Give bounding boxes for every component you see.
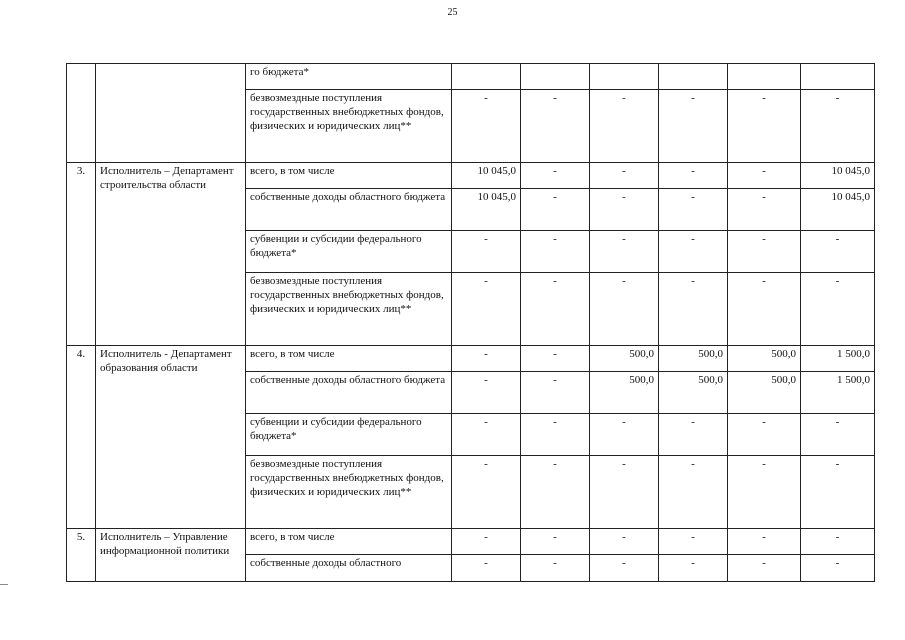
value-cell: - (728, 90, 801, 163)
value-cell: - (728, 456, 801, 529)
row-number (67, 64, 96, 163)
value-cell: - (521, 189, 590, 231)
value-cell: - (521, 372, 590, 414)
value-cell: - (452, 372, 521, 414)
value-cell: 500,0 (659, 372, 728, 414)
value-cell: 500,0 (590, 372, 659, 414)
value-cell: - (590, 231, 659, 273)
executor-cell: Исполнитель - Департамент образования области (96, 346, 246, 529)
funding-source-cell: субвенции и субсидии федерального бюджета* (246, 414, 452, 456)
value-cell: 500,0 (728, 346, 801, 372)
funding-source-cell: го бюджета* (246, 64, 452, 90)
value-cell: - (659, 414, 728, 456)
value-cell (521, 64, 590, 90)
margin-mark (0, 584, 8, 585)
funding-source-cell: собственные доходы областного бюджета (246, 189, 452, 231)
value-cell (659, 64, 728, 90)
value-cell: - (590, 90, 659, 163)
value-cell: - (590, 456, 659, 529)
value-cell: - (728, 529, 801, 555)
page-number: 25 (447, 7, 458, 18)
value-cell: - (452, 456, 521, 529)
funding-source-cell: субвенции и субсидии федерального бюджета* (246, 231, 452, 273)
executor-cell: Исполнитель – Департамент строительства области (96, 163, 246, 346)
value-cell: - (801, 456, 875, 529)
value-cell: - (521, 414, 590, 456)
value-cell: 10 045,0 (801, 163, 875, 189)
value-cell: - (452, 273, 521, 346)
value-cell: - (659, 90, 728, 163)
value-cell: 500,0 (659, 346, 728, 372)
budget-table-body (67, 64, 875, 582)
value-cell: - (452, 555, 521, 582)
value-cell: - (801, 273, 875, 346)
value-cell: - (521, 346, 590, 372)
value-cell: 10 045,0 (452, 189, 521, 231)
value-cell: - (590, 414, 659, 456)
funding-source-cell: собственные доходы областного (246, 555, 452, 582)
value-cell: - (801, 414, 875, 456)
value-cell: - (521, 555, 590, 582)
value-cell (590, 64, 659, 90)
table-row (67, 163, 875, 189)
value-cell: - (659, 231, 728, 273)
value-cell: 500,0 (728, 372, 801, 414)
value-cell: 1 500,0 (801, 372, 875, 414)
funding-source-cell: всего, в том числе (246, 163, 452, 189)
value-cell: - (590, 273, 659, 346)
value-cell (728, 64, 801, 90)
value-cell: - (521, 456, 590, 529)
value-cell (452, 64, 521, 90)
value-cell: - (659, 529, 728, 555)
value-cell: - (801, 529, 875, 555)
value-cell: 10 045,0 (801, 189, 875, 231)
value-cell: - (452, 414, 521, 456)
funding-source-cell: безвозмездные поступления государственных внебюджетных фондов, физических и юридических лиц** (246, 273, 452, 346)
value-cell: - (521, 231, 590, 273)
value-cell: - (521, 273, 590, 346)
value-cell: - (728, 414, 801, 456)
value-cell: - (590, 555, 659, 582)
table-row (67, 529, 875, 555)
value-cell: - (521, 529, 590, 555)
value-cell: - (452, 529, 521, 555)
value-cell: - (521, 90, 590, 163)
value-cell: - (728, 189, 801, 231)
row-number: 3. (67, 163, 96, 346)
value-cell: - (728, 231, 801, 273)
value-cell: - (452, 231, 521, 273)
funding-source-cell: безвозмездные поступления государственных внебюджетных фондов, физических и юридических лиц** (246, 90, 452, 163)
funding-source-cell: безвозмездные поступления государственных внебюджетных фондов, физических и юридических лиц** (246, 456, 452, 529)
value-cell: - (728, 163, 801, 189)
budget-table (66, 63, 875, 582)
value-cell: - (590, 189, 659, 231)
executor-cell (96, 64, 246, 163)
value-cell: - (659, 456, 728, 529)
row-number: 5. (67, 529, 96, 582)
value-cell: - (659, 189, 728, 231)
table-row (67, 346, 875, 372)
table-row (67, 64, 875, 90)
value-cell: 1 500,0 (801, 346, 875, 372)
value-cell: - (801, 555, 875, 582)
row-number: 4. (67, 346, 96, 529)
value-cell: 500,0 (590, 346, 659, 372)
value-cell: - (521, 163, 590, 189)
value-cell: - (728, 273, 801, 346)
value-cell: - (659, 555, 728, 582)
value-cell: - (801, 231, 875, 273)
executor-cell: Исполнитель – Управление информационной политики (96, 529, 246, 582)
value-cell: - (659, 273, 728, 346)
funding-source-cell: всего, в том числе (246, 529, 452, 555)
value-cell: - (452, 346, 521, 372)
value-cell: - (801, 90, 875, 163)
value-cell: - (590, 529, 659, 555)
value-cell: - (728, 555, 801, 582)
value-cell (801, 64, 875, 90)
value-cell: - (452, 90, 521, 163)
funding-source-cell: собственные доходы областного бюджета (246, 372, 452, 414)
value-cell: - (590, 163, 659, 189)
value-cell: 10 045,0 (452, 163, 521, 189)
value-cell: - (659, 163, 728, 189)
funding-source-cell: всего, в том числе (246, 346, 452, 372)
